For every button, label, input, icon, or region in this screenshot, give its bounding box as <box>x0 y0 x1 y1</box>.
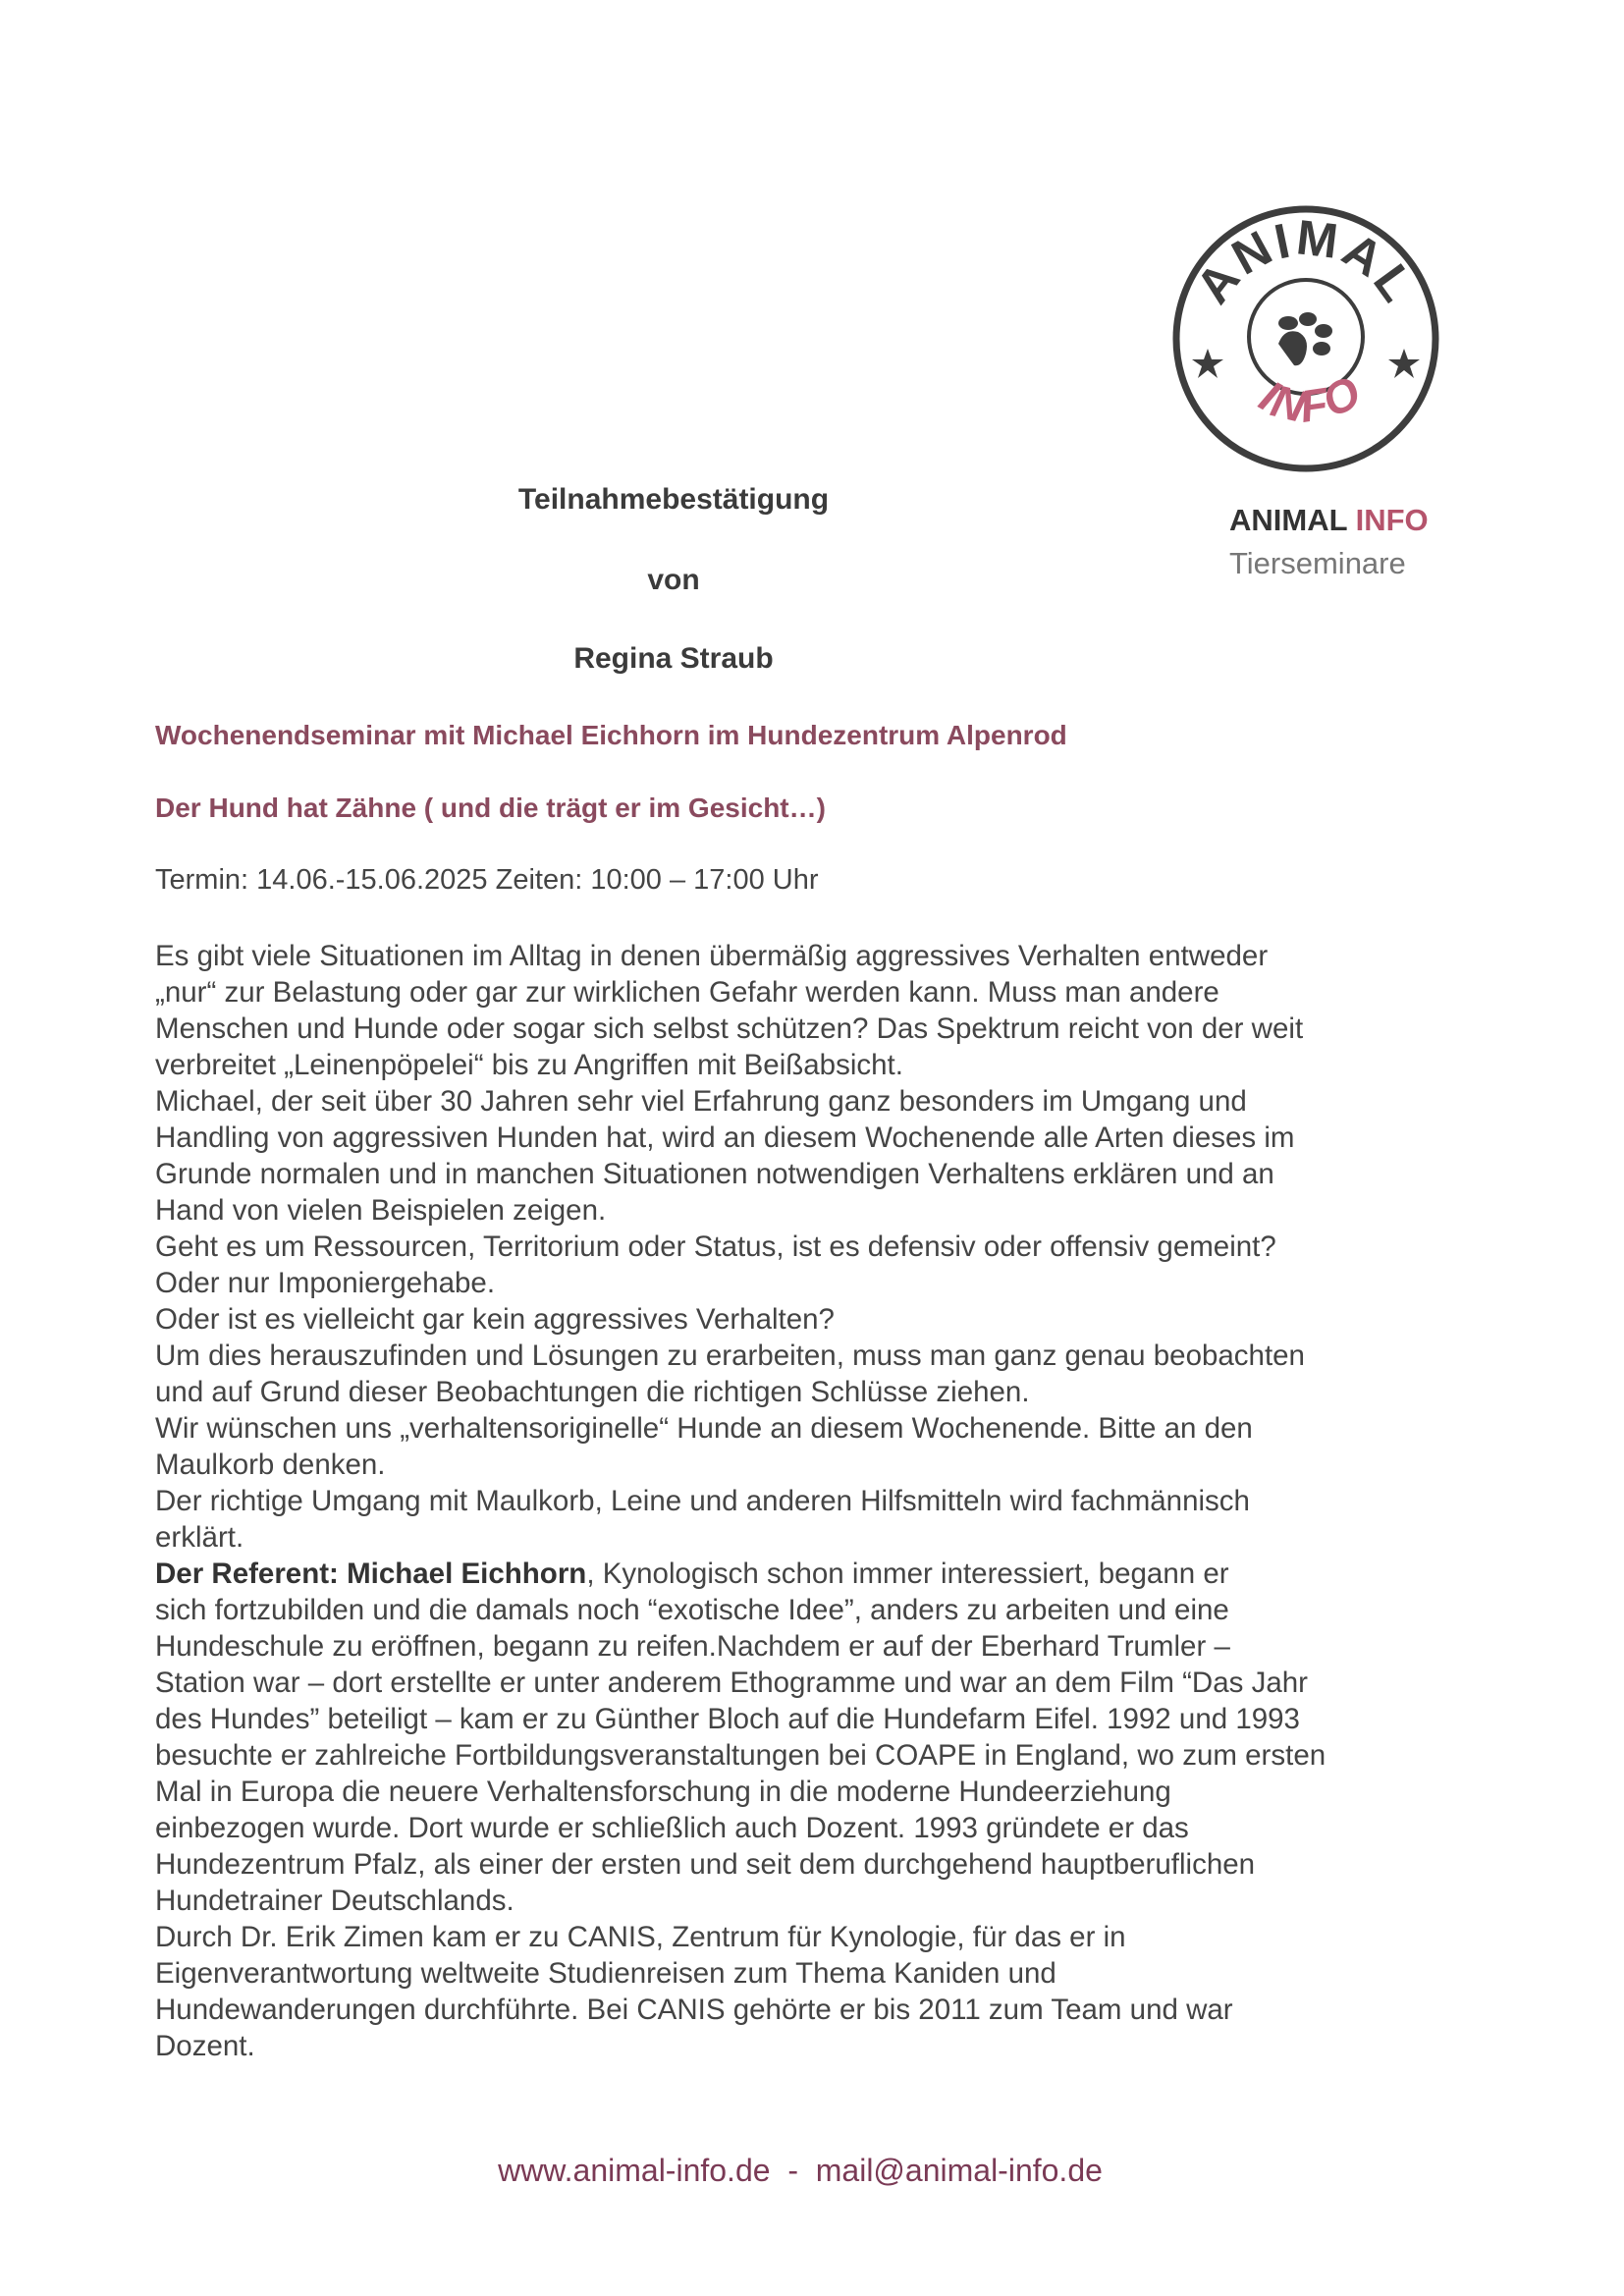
brand-name-main: ANIMAL <box>1229 503 1347 537</box>
text-line: Hundewanderungen durchführte. Bei CANIS gehörte er bis 2011 zum Team und war <box>155 1994 1233 2026</box>
referent-line <box>155 1556 1326 1592</box>
text-line: Oder nur Imponiergehabe. <box>155 1267 496 1299</box>
document-title: Teilnahmebestätigung <box>517 483 830 516</box>
text-line: Hundezentrum Pfalz, als einer der ersten und seit dem durchgehend hauptberuflichen <box>155 1848 1256 1881</box>
seminar-description <box>155 938 1326 2064</box>
text-line: Um dies herauszufinden und Lösungen zu erarbeiten, muss man ganz genau beobachten <box>155 1339 1305 1372</box>
text-line: sich fortzubilden und die damals noch “exotische Idee”, anders zu arbeiten und eine <box>155 1594 1229 1626</box>
text-line: des Hundes” beteiligt – kam er zu Günther Bloch auf die Hundefarm Eifel. 1992 und 1993 <box>155 1703 1300 1735</box>
text-line: einbezogen wurde. Dort wurde er schließlich auch Dozent. 1993 gründete er das <box>155 1812 1189 1844</box>
svg-text:ANIMAL: ANIMAL <box>1185 209 1428 314</box>
text-line: Handling von aggressiven Hunden hat, wird an diesem Wochenende alle Arten dieses im <box>155 1121 1295 1154</box>
von-label: von <box>647 564 700 596</box>
text-line: Geht es um Ressourcen, Territorium oder Status, ist es defensiv oder offensiv gemeint? <box>155 1230 1276 1263</box>
text-line: verbreitet „Leinenpöpelei“ bis zu Angriffen mit Beißabsicht. <box>155 1049 903 1081</box>
text-line: Oder ist es vielleicht gar kein aggressives Verhalten? <box>155 1303 835 1336</box>
text-line: Grunde normalen und in manchen Situationen notwendigen Verhaltens erklären und an <box>155 1158 1274 1190</box>
text-line: Hundeschule zu eröffnen, begann zu reifen.Nachdem er auf der Eberhard Trumler – <box>155 1630 1230 1663</box>
brand-name-accent: INFO <box>1355 503 1429 537</box>
text-line: Menschen und Hunde oder sogar sich selbst schützen? Das Spektrum reicht von der weit <box>155 1012 1304 1045</box>
text-line: und auf Grund dieser Beobachtungen die richtigen Schlüsse ziehen. <box>155 1376 1030 1408</box>
text-line: erklärt. <box>155 1521 244 1554</box>
participant-name: Regina Straub <box>573 642 774 675</box>
text-line: Durch Dr. Erik Zimen kam er zu CANIS, Zentrum für Kynologie, für das er in <box>155 1921 1126 1953</box>
text-line: Dozent. <box>155 2030 255 2062</box>
text-line: besuchte er zahlreiche Fortbildungsveranstaltungen bei COAPE in England, wo zum ersten <box>155 1739 1326 1772</box>
animal-info-logo <box>1168 201 1443 476</box>
text-line: Wir wünschen uns „verhaltensoriginelle“ Hunde an diesem Wochenende. Bitte an den <box>155 1412 1253 1445</box>
seminar-title: Wochenendseminar mit Michael Eichhorn im Hundezentrum Alpenrod <box>155 720 1067 750</box>
footer-separator: - <box>770 2153 816 2188</box>
seminar-schedule: Termin: 14.06.-15.06.2025 Zeiten: 10:00 – 17:00 Uhr <box>155 864 819 896</box>
svg-text:INFO: INFO <box>1251 364 1371 433</box>
text-line: Eigenverantwortung weltweite Studienreisen zum Thema Kaniden und <box>155 1957 1056 1990</box>
text-line: Es gibt viele Situationen im Alltag in denen übermäßig aggressives Verhalten entweder <box>155 940 1269 972</box>
text-line: Hand von vielen Beispielen zeigen. <box>155 1194 607 1227</box>
referent-text: , Kynologisch schon immer interessiert, begann er <box>586 1558 1229 1590</box>
referent-label: Der Referent: Michael Eichhorn <box>155 1558 587 1590</box>
text-line: Station war – dort erstellte er unter anderem Ethogramme und war an dem Film “Das Jahr <box>155 1667 1308 1699</box>
text-line: Michael, der seit über 30 Jahren sehr viel Erfahrung ganz besonders im Umgang und <box>155 1085 1247 1118</box>
text-line: Der richtige Umgang mit Maulkorb, Leine und anderen Hilfsmitteln wird fachmännisch <box>155 1485 1250 1517</box>
email-link[interactable]: mail@animal-info.de <box>815 2153 1103 2188</box>
text-line: Hundetrainer Deutschlands. <box>155 1885 514 1917</box>
footer <box>0 2153 1600 2189</box>
website-link[interactable]: www.animal-info.de <box>498 2153 771 2188</box>
text-line: Maulkorb denken. <box>155 1449 386 1481</box>
paw-icon <box>1278 312 1332 365</box>
seminar-subtitle: Der Hund hat Zähne ( und die trägt er im Gesicht…) <box>155 793 826 823</box>
brand-tagline: Tierseminare <box>1229 546 1406 580</box>
text-line: Mal in Europa die neuere Verhaltensforschung in die moderne Hundeerziehung <box>155 1776 1171 1808</box>
text-line: „nur“ zur Belastung oder gar zur wirklichen Gefahr werden kann. Muss man andere <box>155 976 1219 1009</box>
